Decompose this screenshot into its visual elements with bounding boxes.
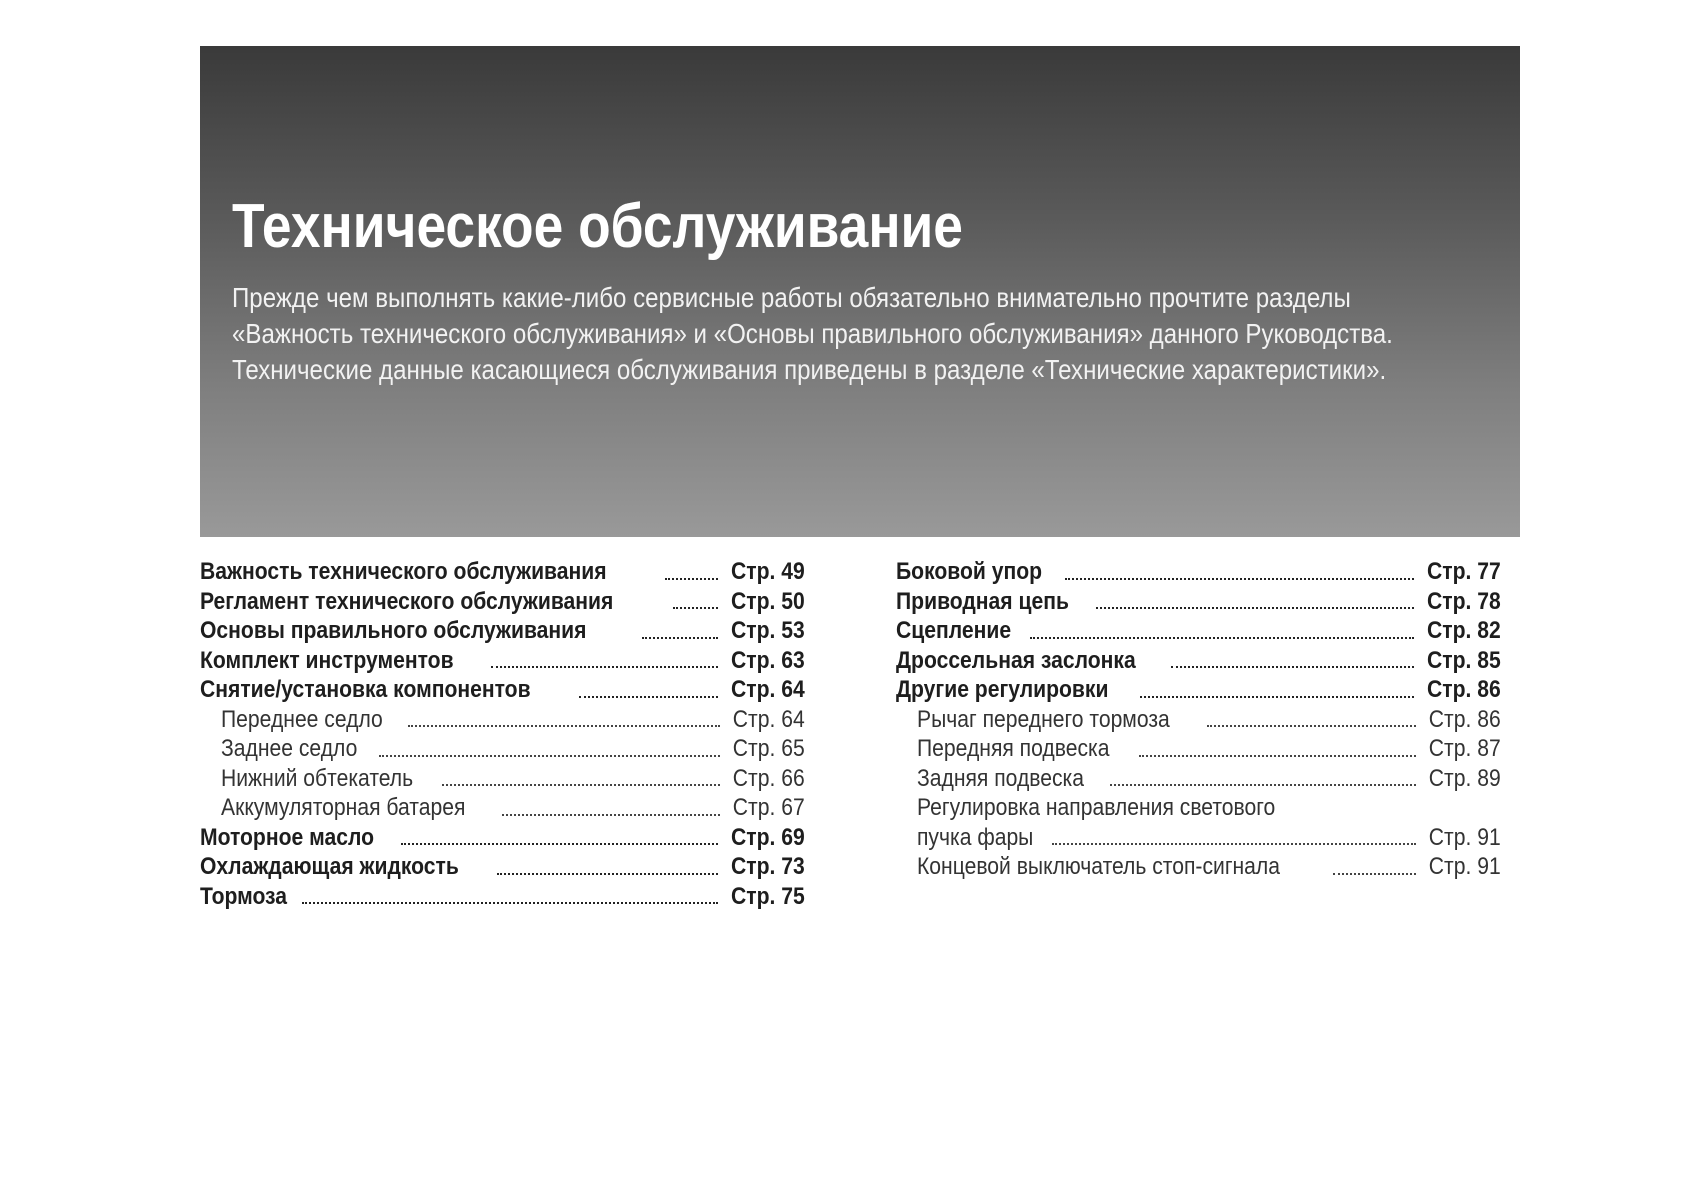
toc-entry[interactable]	[896, 675, 1501, 705]
toc-entry-page: Стр. 86	[1427, 676, 1501, 703]
toc-subentry[interactable]	[896, 734, 1501, 764]
page-title: Техническое обслуживание	[232, 192, 963, 261]
toc-entry-page: Стр. 91	[1429, 853, 1501, 880]
toc-entry-label: Тормоза	[200, 882, 288, 910]
toc-entry[interactable]	[896, 587, 1501, 617]
toc-entry-label: пучка фары	[917, 823, 1034, 851]
toc-leader	[497, 873, 718, 875]
toc-entry-page: Стр. 87	[1429, 735, 1501, 762]
toc-entry-page: Стр. 65	[733, 735, 805, 762]
header-banner	[200, 46, 1520, 537]
toc-subentry[interactable]	[896, 852, 1501, 882]
toc-entry-page: Стр. 69	[731, 823, 805, 851]
toc-right-column	[896, 557, 1501, 882]
intro-line: «Важность технического обслуживания» и «Основы правильного обслуживания» данного Руководства.	[232, 318, 1393, 349]
toc-left-column	[200, 557, 805, 911]
toc-entry-label: Аккумуляторная батарея	[221, 794, 466, 821]
toc-leader	[1110, 784, 1417, 786]
toc-entry-label: Снятие/установка компонентов	[200, 676, 531, 703]
toc-entry-page: Стр. 86	[1429, 705, 1501, 733]
toc-entry[interactable]	[200, 675, 805, 705]
toc-entry-page: Стр. 85	[1427, 646, 1501, 674]
toc-entry-label: Боковой упор	[896, 558, 1043, 585]
toc-entry-page: Стр. 49	[731, 558, 805, 585]
toc-subentry-line[interactable]	[896, 793, 1501, 823]
toc-entry-label: Сцепление	[896, 617, 1012, 644]
toc-leader	[442, 784, 720, 786]
toc-leader	[665, 578, 718, 580]
toc-entry[interactable]	[896, 646, 1501, 676]
toc-entry-page: Стр. 82	[1427, 617, 1501, 644]
toc-entry-label: Регламент технического обслуживания	[200, 587, 614, 615]
toc-entry-page: Стр. 75	[731, 882, 805, 910]
toc-leader	[1096, 607, 1415, 609]
toc-entry-label: Заднее седло	[221, 735, 358, 762]
toc-subentry[interactable]	[896, 764, 1501, 794]
toc-leader	[491, 666, 718, 668]
toc-entry-label: Другие регулировки	[896, 676, 1109, 703]
toc-entry-label: Рычаг переднего тормоза	[917, 705, 1170, 733]
toc-entry-label: Приводная цепь	[896, 587, 1069, 615]
toc-entry-label: Задняя подвеска	[917, 764, 1085, 792]
toc-entry[interactable]	[896, 557, 1501, 587]
toc-leader	[302, 902, 718, 904]
toc-entry-page: Стр. 67	[733, 794, 805, 821]
toc-entry[interactable]	[200, 823, 805, 853]
toc-entry[interactable]	[896, 616, 1501, 646]
intro-text	[232, 280, 1436, 388]
toc-entry[interactable]	[200, 646, 805, 676]
toc-leader	[502, 814, 721, 816]
toc-entry-page: Стр. 63	[731, 646, 805, 674]
toc-leader	[642, 637, 718, 639]
toc-entry-page: Стр. 78	[1427, 587, 1501, 615]
toc-subentry[interactable]	[896, 705, 1501, 735]
toc-entry-page: Стр. 66	[733, 764, 805, 792]
toc-entry-label: Нижний обтекатель	[221, 764, 414, 792]
toc-leader	[673, 607, 718, 609]
toc-leader	[379, 755, 720, 757]
toc-entry[interactable]	[200, 852, 805, 882]
toc-subentry[interactable]	[200, 793, 805, 823]
intro-line: Прежде чем выполнять какие-либо сервисные работы обязательно внимательно прочтите разделы	[232, 282, 1351, 313]
toc-entry[interactable]	[200, 882, 805, 912]
toc-entry-label: Моторное масло	[200, 823, 374, 851]
toc-entry[interactable]	[200, 616, 805, 646]
toc-leader	[1333, 873, 1417, 875]
toc-entry-page: Стр. 77	[1427, 558, 1501, 585]
toc-subentry[interactable]	[200, 764, 805, 794]
toc-entry-page: Стр. 50	[731, 587, 805, 615]
toc-entry-label: Важность технического обслуживания	[200, 558, 607, 585]
toc-leader	[1052, 843, 1416, 845]
toc-entry-label: Основы правильного обслуживания	[200, 617, 587, 644]
toc-entry[interactable]	[200, 587, 805, 617]
toc-leader	[579, 696, 719, 698]
toc-entry-page: Стр. 91	[1429, 823, 1501, 851]
toc-leader	[1140, 696, 1414, 698]
toc-leader	[408, 725, 720, 727]
toc-leader	[1065, 578, 1414, 580]
toc-entry-page: Стр. 89	[1429, 764, 1501, 792]
toc-entry-page: Стр. 53	[731, 617, 805, 644]
intro-line: Технические данные касающиеся обслуживания приведены в разделе «Технические характеристики».	[232, 354, 1387, 385]
toc-entry-label: Дроссельная заслонка	[896, 646, 1136, 674]
toc-leader	[401, 843, 719, 845]
toc-entry-label: Охлаждающая жидкость	[200, 853, 459, 880]
toc-entry-label: Комплект инструментов	[200, 646, 454, 674]
toc-leader	[1030, 637, 1414, 639]
toc-leader	[1139, 755, 1417, 757]
toc-entry-label: Передняя подвеска	[917, 735, 1110, 762]
toc-leader	[1207, 725, 1416, 727]
toc-entry-label: Регулировка направления светового	[917, 794, 1276, 821]
toc-leader	[1171, 666, 1414, 668]
toc-entry-page: Стр. 64	[731, 676, 805, 703]
toc-entry-label: Переднее седло	[221, 705, 383, 733]
toc-entry-label: Концевой выключатель стоп-сигнала	[917, 853, 1280, 880]
toc-subentry[interactable]	[200, 705, 805, 735]
toc-entry[interactable]	[200, 557, 805, 587]
toc-subentry[interactable]	[200, 734, 805, 764]
toc-subentry[interactable]	[896, 823, 1501, 853]
toc-entry-page: Стр. 73	[731, 853, 805, 880]
toc-entry-page: Стр. 64	[733, 705, 805, 733]
